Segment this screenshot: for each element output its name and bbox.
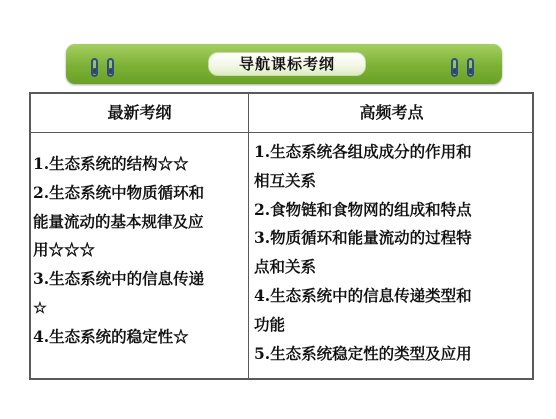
syllabus-line: 2.生态系统中物质循环和 (33, 182, 205, 202)
header-divider (31, 132, 532, 133)
key-points-list (254, 138, 530, 368)
header-frequent-points: 高频考点 (359, 103, 424, 122)
syllabus-line: 能量流动的基本规律及应 (33, 211, 204, 231)
key-point-line: 点和关系 (254, 257, 317, 277)
syllabus-line: 用☆☆☆ (33, 240, 96, 260)
syllabus-list (33, 150, 245, 352)
key-point-line: 功能 (254, 314, 286, 334)
syllabus-line: 4.生态系统的稳定性☆ (33, 326, 189, 346)
binder-ring-left-2-icon (107, 58, 114, 77)
key-point-line: 3.物质循环和能量流动的过程特 (254, 228, 472, 248)
syllabus-line: ☆ (33, 297, 47, 317)
key-point-line: 4.生态系统中的信息传递类型和 (254, 285, 472, 305)
title-banner (66, 44, 502, 84)
syllabus-table (29, 92, 534, 380)
banner-title: 导航课标考纲 (208, 52, 366, 76)
syllabus-line: 1.生态系统的结构☆☆ (33, 154, 189, 173)
binder-ring-left-1-icon (91, 58, 98, 77)
key-point-line: 1.生态系统各组成成分的作用和 (254, 142, 472, 161)
header-latest-syllabus: 最新考纲 (107, 103, 172, 122)
key-point-line: 2.食物链和食物网的组成和特点 (254, 199, 472, 219)
key-point-line: 5.生态系统稳定性的类型及应用 (254, 343, 472, 363)
binder-ring-right-2-icon (467, 58, 474, 77)
binder-ring-right-1-icon (451, 58, 458, 77)
column-divider (248, 94, 249, 378)
syllabus-line: 3.生态系统中的信息传递 (33, 269, 205, 289)
key-point-line: 相互关系 (254, 170, 317, 190)
